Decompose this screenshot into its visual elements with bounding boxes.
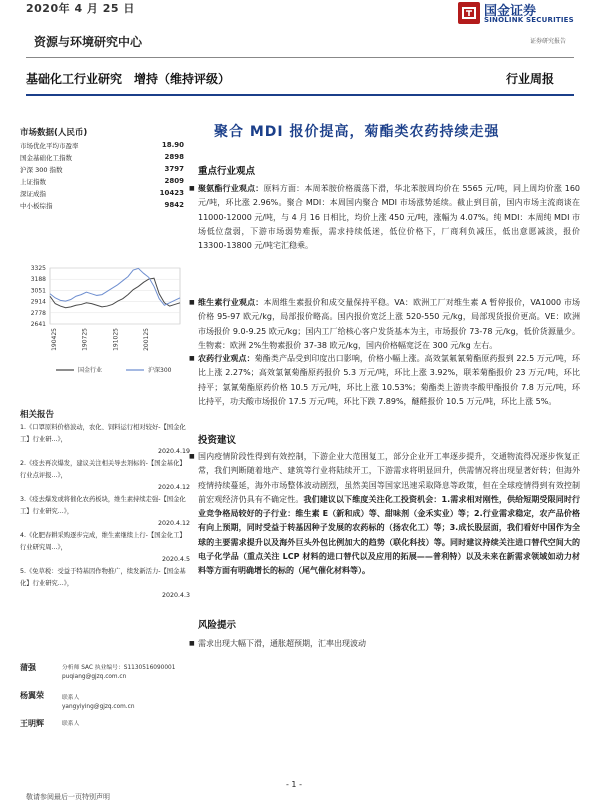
author-info: 分析师 SAC 执业编号：S1130516090001 puqiang@gjzq.com.cn xyxy=(62,665,176,680)
related-reports-title: 相关报告 xyxy=(20,410,55,420)
y-tick-label: 3325 xyxy=(30,265,46,272)
market-row: 中小板综指 9842 xyxy=(20,201,184,210)
author-info: 联系人 yangyiying@gjzq.com.cn xyxy=(62,695,135,710)
y-tick-label: 2914 xyxy=(30,298,46,306)
paragraph-risk: ■ 需求出现大幅下滑，通胀超预期，汇率出现波动 xyxy=(198,637,580,651)
report-title: 聚合 MDI 报价提高，菊酯类农药持续走强 xyxy=(214,124,500,140)
divider xyxy=(26,94,574,96)
report-type: 行业周报 xyxy=(506,72,555,86)
page-number: - 1 - xyxy=(286,780,302,789)
y-tick-label: 3188 xyxy=(30,276,46,284)
y-tick-label: 2641 xyxy=(30,321,46,328)
series-line xyxy=(50,278,180,307)
research-center: 资源与环境研究中心 xyxy=(34,35,143,49)
related-report-item[interactable]: 2.《疫去再次爆发，建议关注相关导去剂标的-【国金基化】行业点评报...》， 2020.4.12 xyxy=(20,460,190,491)
footer-disclaimer: 敬请参阅最后一页特别声明 xyxy=(26,793,110,801)
x-tick-label: 191025 xyxy=(112,328,120,351)
brand-logo xyxy=(458,0,578,32)
author-name: 杨翼荣 xyxy=(20,691,44,700)
paragraph-investment: ■ 国内疫情阶段性得到有效控制，下游企业大范围复工，部分企业开工率逐步提升，交通物流得况逐步恢复正常，我们判断随着地产、建筑等行业将陆续开工，下游需求将明显回升，供需情况将出现显著好转；但海外疫情持续蔓延，海外市场整体波动剧烈，虽然美国等国家迅速采取降息等政策，但在全球疫情得到有效控制前宏观经济仍具有不确定性。我们建议以下维度关注化工投资机会：1.需求相对刚性，供给短期受限同时行业竞争格局较好的子行业：维生素 E（新和成）等、甜味剂（金禾实业）等；2.行业需求稳定，农产品价格有向上预期，同时受益于转基因种子发展的农药标的（扬农化工）等；3.成长股层面，我们看好中国作为全球的主要需求提升以及海外巨头外包比例加大的趋势（联化科技）等。同时建议持续关注进口替代空间大的电子化学品（重点关注 LCP 材料的进口替代以及应用的拓展——普利特）以及未来在新需求领域如动力材料等方面有明确增长的标的（尾气催化材料等）。 xyxy=(198,450,580,579)
y-tick-label: 2778 xyxy=(30,309,46,317)
market-row: 上证指数 2809 xyxy=(20,177,184,186)
market-data-title: 市场数据(人民币) xyxy=(20,128,88,138)
report-date: 2020年 4 月 25 日 xyxy=(26,2,135,15)
author-info: 联系人 xyxy=(62,721,80,727)
industry-rating: 基础化工行业研究 增持（维持评级） xyxy=(26,72,231,86)
author-name: 王明辉 xyxy=(20,719,44,728)
paragraph-polyurethane: ■ 聚氨酯行业观点：原料方面：本周苯胺价格震荡下滑，华北苯胺周均价在 5565 元/吨，同上周均价涨 160 元/吨，环比涨 2.96%。聚合 MDI：本周国内聚合 MDI 市场涨势延续。截止到目前，国内市场主流商谈在 11000-12000 元/吨，与 4 月 16 日相比，均价上涨 450 元/吨，涨幅为 4.07%。纯 MDI：本周纯 MDI 市场低位盘弱，下游市场弱势难振，需求持续低迷，低位价格下，厂商利负减压，低出意愿减淡，报价 13300-13800 元/吨宅汇稳乘。 xyxy=(198,182,580,253)
paragraph-pesticide: ■ 农药行业观点：菊酯类产品受到印度出口影响，价格小幅上涨。高效氯氟氰菊酯原药报到 22.5 万元/吨，环比上涨 2.27%；高效氯氰菊酯原药报价 5.3 万元/吨，环比上涨 3.92%，联苯菊酯报价 23 万元/吨，环比持平；氯氰菊酯原药价格 10.5 万元/吨，环比上涨 10.53%；菊酯类上游贵李酸甲酯报价 7.8 万元/吨，环比持平，功夫酸市场报价 17.5 万元/吨，环比下跌 7.89%，醚醛报价 10.5 万元/吨，环比上涨 5%。 xyxy=(198,352,580,409)
section-heading: 风险提示 xyxy=(198,620,237,631)
section-heading: 重点行业观点 xyxy=(198,166,256,177)
paragraph-vitamin: ■ 维生素行业观点：本周维生素报价和成交量保持平稳。VA：欧洲工厂对维生素 A 暂停报价，VA1000 市场价格 95-97 欧元/kg，局部报价略高。国内报价宽泛上涨 520-550 元/kg，局部现货报价更高。VE：欧洲市场报价 9.0-9.25 欧元/kg；国内工厂给核心客户发货基本为主，市场报价 73-78 元/kg，低价货源量少。生物素：欧洲 2%生物素报价 37-38 欧元/kg，国内价格幅宽泛在 300 元/kg 左右。 xyxy=(198,296,580,353)
market-row: 市场优化平均市盈率 18.90 xyxy=(20,141,184,150)
market-row: 深证成指 10423 xyxy=(20,189,184,198)
x-tick-label: 190725 xyxy=(81,328,89,351)
logo-mark-icon xyxy=(458,2,480,24)
related-report-item[interactable]: 3.《疫去爆发或将催化农药板块，维生素持续走强-【国金化工】行业研究...》， 2020.4.12 xyxy=(20,496,190,527)
related-report-item[interactable]: 4.《化肥春耕采购逐步完成，维生素继续上行-【国金化工】行业研究周...》， 2020.4.5 xyxy=(20,532,190,563)
market-row: 国金基础化工指数 2898 xyxy=(20,153,184,162)
legend-label: 沪深300 xyxy=(148,367,172,374)
y-tick-label: 3051 xyxy=(30,287,46,295)
index-line-chart xyxy=(18,258,188,380)
x-tick-label: 200125 xyxy=(143,328,151,351)
logo-subtitle: 证券研究报告 xyxy=(530,38,567,45)
related-report-item[interactable]: 1.《口罩原料价格波动，农化、饲料运行相对较好-【国金化工】行业研...》， 2020.4.19 xyxy=(20,424,190,455)
logo-text-zh: 国金证券 xyxy=(484,4,537,19)
legend-label: 国金行业 xyxy=(78,367,103,374)
x-tick-label: 190425 xyxy=(51,328,58,351)
logo-text-en: SINOLINK SECURITIES xyxy=(484,16,574,24)
series-line xyxy=(50,268,180,305)
author-name: 蒲强 xyxy=(20,663,36,672)
section-heading: 投资建议 xyxy=(198,435,237,446)
market-row: 沪深 300 指数 3797 xyxy=(20,165,184,174)
divider xyxy=(26,57,574,58)
related-report-item[interactable]: 5.《免草税：受益于特基因作物推广，续发新活力-【国金基化】行业研究...》， 2020.4.3 xyxy=(20,568,190,599)
